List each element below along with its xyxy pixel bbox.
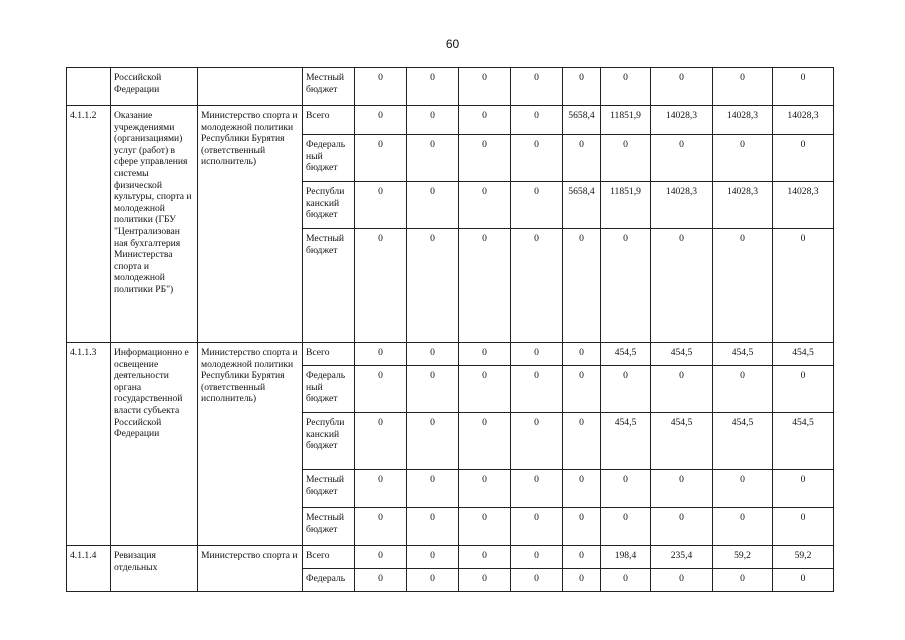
- value-cell: 0: [713, 508, 773, 546]
- value-cell: 0: [355, 343, 407, 366]
- value-cell: 0: [601, 135, 651, 182]
- value-cell: 0: [459, 470, 511, 508]
- value-cell: 0: [459, 366, 511, 413]
- value-cell: 0: [459, 106, 511, 135]
- value-cell: 0: [355, 68, 407, 106]
- value-cell: 0: [563, 68, 601, 106]
- value-cell: 0: [511, 569, 563, 592]
- budget-source-cell: Федераль ный бюджет: [303, 135, 355, 182]
- activity-name-cell: Ревизация отдельных: [111, 546, 198, 592]
- value-cell: 0: [601, 68, 651, 106]
- value-cell: 0: [511, 508, 563, 546]
- value-cell: 0: [407, 68, 459, 106]
- value-cell: 454,5: [601, 413, 651, 470]
- budget-source-cell: Местный бюджет: [303, 68, 355, 106]
- value-cell: 235,4: [651, 546, 713, 569]
- value-cell: 11851,9: [601, 182, 651, 229]
- value-cell: 0: [651, 135, 713, 182]
- value-cell: 0: [355, 106, 407, 135]
- budget-source-cell: Местный бюджет: [303, 508, 355, 546]
- executor-cell: Министерство спорта и молодежной политики Республики Бурятия (ответственный исполнитель): [198, 106, 303, 343]
- value-cell: 0: [713, 68, 773, 106]
- value-cell: 0: [407, 106, 459, 135]
- value-cell: 0: [601, 366, 651, 413]
- budget-source-cell: Местный бюджет: [303, 229, 355, 343]
- value-cell: 5658,4: [563, 182, 601, 229]
- budget-table: [66, 67, 834, 592]
- value-cell: 0: [511, 68, 563, 106]
- value-cell: 0: [355, 135, 407, 182]
- value-cell: 0: [459, 413, 511, 470]
- value-cell: 0: [407, 546, 459, 569]
- value-cell: 0: [601, 508, 651, 546]
- budget-source-cell: Федераль: [303, 569, 355, 592]
- row-code: 4.1.1.2: [67, 106, 111, 343]
- value-cell: 0: [651, 470, 713, 508]
- value-cell: 0: [773, 569, 834, 592]
- value-cell: 0: [563, 366, 601, 413]
- value-cell: 59,2: [773, 546, 834, 569]
- value-cell: 0: [407, 569, 459, 592]
- value-cell: 59,2: [713, 546, 773, 569]
- value-cell: 0: [511, 182, 563, 229]
- value-cell: 0: [511, 135, 563, 182]
- value-cell: 0: [563, 135, 601, 182]
- value-cell: 0: [651, 569, 713, 592]
- value-cell: 14028,3: [773, 182, 834, 229]
- value-cell: 0: [773, 366, 834, 413]
- table-row: [67, 68, 834, 106]
- value-cell: 454,5: [773, 343, 834, 366]
- value-cell: 0: [407, 229, 459, 343]
- value-cell: 11851,9: [601, 106, 651, 135]
- value-cell: 0: [459, 569, 511, 592]
- value-cell: 0: [355, 508, 407, 546]
- activity-name-cell: Информационно е освещение деятельности органа государственной власти субъекта Российской Федерации: [111, 343, 198, 546]
- value-cell: 0: [563, 470, 601, 508]
- value-cell: 0: [601, 569, 651, 592]
- value-cell: 0: [459, 546, 511, 569]
- value-cell: 0: [459, 68, 511, 106]
- value-cell: 0: [407, 508, 459, 546]
- value-cell: 14028,3: [651, 106, 713, 135]
- value-cell: 0: [459, 229, 511, 343]
- value-cell: 0: [355, 569, 407, 592]
- value-cell: 0: [459, 182, 511, 229]
- value-cell: 0: [355, 366, 407, 413]
- value-cell: 0: [713, 569, 773, 592]
- table-row: [67, 343, 834, 366]
- value-cell: 0: [601, 470, 651, 508]
- value-cell: 0: [511, 546, 563, 569]
- value-cell: 0: [713, 470, 773, 508]
- budget-source-cell: Федераль ный бюджет: [303, 366, 355, 413]
- value-cell: 0: [407, 413, 459, 470]
- value-cell: 0: [407, 135, 459, 182]
- executor-cell: Министерство спорта и молодежной политики Республики Бурятия (ответственный исполнитель): [198, 343, 303, 546]
- value-cell: 0: [563, 229, 601, 343]
- value-cell: 0: [511, 366, 563, 413]
- value-cell: 0: [355, 546, 407, 569]
- value-cell: 0: [651, 508, 713, 546]
- value-cell: 0: [713, 229, 773, 343]
- value-cell: 454,5: [713, 343, 773, 366]
- value-cell: 0: [355, 413, 407, 470]
- page-number: 60: [445, 37, 460, 51]
- activity-name-cell: Российской Федерации: [111, 68, 198, 106]
- executor-cell: [198, 68, 303, 106]
- value-cell: 454,5: [601, 343, 651, 366]
- value-cell: 0: [563, 508, 601, 546]
- value-cell: 0: [459, 135, 511, 182]
- value-cell: 0: [713, 366, 773, 413]
- budget-source-cell: Всего: [303, 106, 355, 135]
- executor-cell: Министерство спорта и: [198, 546, 303, 592]
- value-cell: 0: [651, 68, 713, 106]
- value-cell: 0: [563, 569, 601, 592]
- value-cell: 0: [511, 343, 563, 366]
- value-cell: 0: [407, 343, 459, 366]
- value-cell: 0: [459, 343, 511, 366]
- value-cell: 0: [511, 106, 563, 135]
- value-cell: 0: [651, 366, 713, 413]
- value-cell: 0: [563, 343, 601, 366]
- value-cell: 0: [563, 413, 601, 470]
- value-cell: 0: [407, 470, 459, 508]
- value-cell: 0: [773, 470, 834, 508]
- value-cell: 0: [511, 229, 563, 343]
- row-code: [67, 68, 111, 106]
- value-cell: 0: [773, 135, 834, 182]
- row-code: 4.1.1.3: [67, 343, 111, 546]
- value-cell: 0: [563, 546, 601, 569]
- budget-source-cell: Всего: [303, 343, 355, 366]
- value-cell: 14028,3: [713, 182, 773, 229]
- value-cell: 0: [459, 508, 511, 546]
- value-cell: 0: [355, 182, 407, 229]
- value-cell: 0: [407, 182, 459, 229]
- budget-source-cell: Республи канский бюджет: [303, 182, 355, 229]
- value-cell: 0: [355, 470, 407, 508]
- value-cell: 14028,3: [651, 182, 713, 229]
- value-cell: 454,5: [713, 413, 773, 470]
- value-cell: 14028,3: [773, 106, 834, 135]
- value-cell: 454,5: [651, 413, 713, 470]
- value-cell: 14028,3: [713, 106, 773, 135]
- value-cell: 0: [773, 68, 834, 106]
- value-cell: 0: [773, 229, 834, 343]
- budget-source-cell: Всего: [303, 546, 355, 569]
- value-cell: 5658,4: [563, 106, 601, 135]
- value-cell: 0: [773, 508, 834, 546]
- budget-source-cell: Местный бюджет: [303, 470, 355, 508]
- value-cell: 0: [407, 366, 459, 413]
- table-row: [67, 106, 834, 135]
- value-cell: 0: [713, 135, 773, 182]
- value-cell: 0: [511, 470, 563, 508]
- value-cell: 0: [355, 229, 407, 343]
- budget-source-cell: Республи канский бюджет: [303, 413, 355, 470]
- value-cell: 0: [601, 229, 651, 343]
- value-cell: 198,4: [601, 546, 651, 569]
- row-code: 4.1.1.4: [67, 546, 111, 592]
- value-cell: 454,5: [651, 343, 713, 366]
- value-cell: 454,5: [773, 413, 834, 470]
- activity-name-cell: Оказание учреждениями (организациями) услуг (работ) в сфере управления системы физической культуры, спорта и молодежной политики (ГБУ "Централизован ная бухгалтерия Министерства спорта и молодежной политики РБ"): [111, 106, 198, 343]
- table-row: [67, 546, 834, 569]
- value-cell: 0: [511, 413, 563, 470]
- value-cell: 0: [651, 229, 713, 343]
